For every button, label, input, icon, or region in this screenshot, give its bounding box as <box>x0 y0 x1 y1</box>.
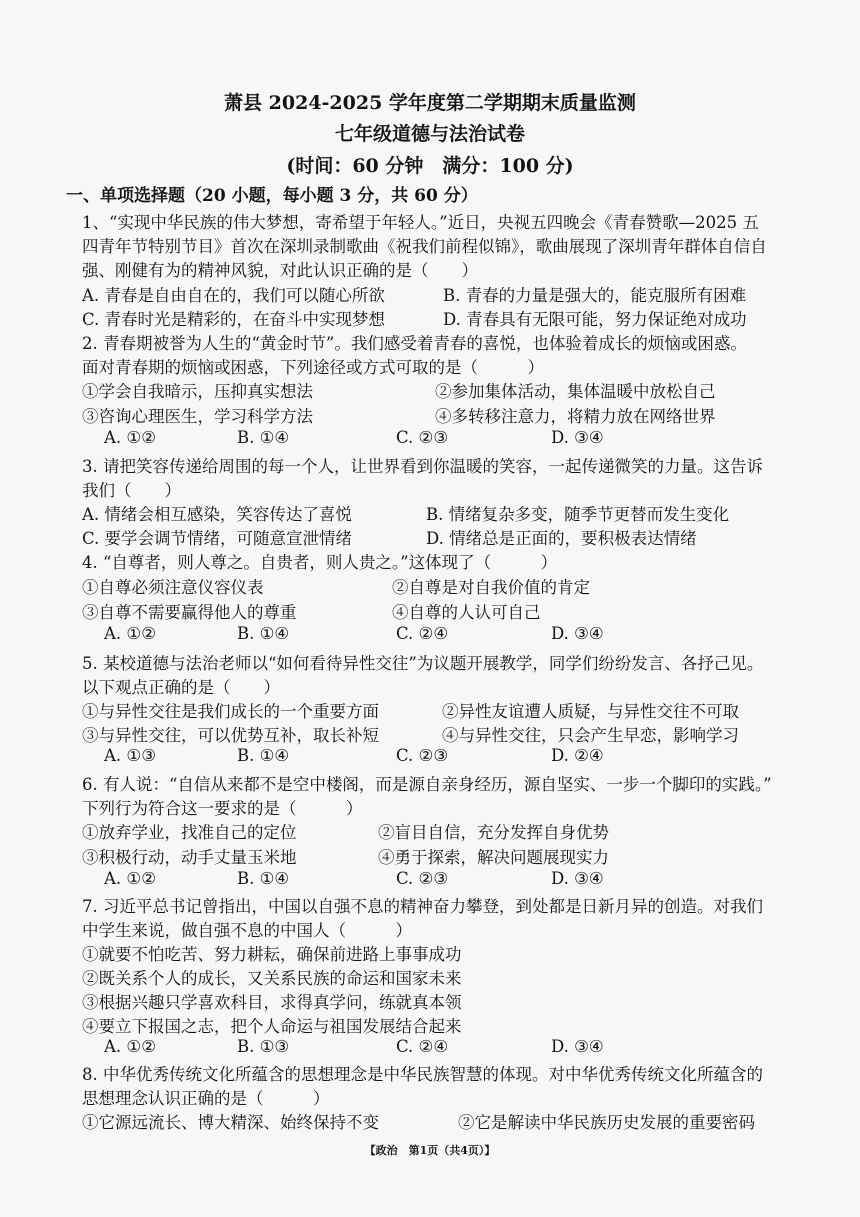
question-2-option-d: D. ③④ <box>551 428 604 447</box>
question-6-option-c: C. ②③ <box>396 869 449 888</box>
question-6-option-b: B. ①④ <box>237 869 290 888</box>
question-6-option-a: A. ①② <box>104 869 156 888</box>
question-6-statement-3: ③积极行动，动手丈量玉米地 <box>82 848 297 867</box>
question-1-option-b: B. 青春的力量是强大的，能克服所有困难 <box>443 286 747 305</box>
section-heading: 一、单项选择题（20 小题，每小题 3 分，共 60 分） <box>66 186 478 206</box>
question-4-option-c: C. ②④ <box>396 624 449 643</box>
question-1-option-a: A. 青春是自由自在的，我们可以随心所欲 <box>82 286 385 305</box>
question-3-option-b: B. 情绪复杂多变，随季节更替而发生变化 <box>426 505 730 524</box>
question-6-line-2: 下列行为符合这一要求的是（ ） <box>82 799 363 818</box>
question-3-option-c: C. 要学会调节情绪，可随意宣泄情绪 <box>82 529 353 548</box>
question-1-line-3: 强、刚健有为的精神风貌，对此认识正确的是（ ） <box>82 261 478 280</box>
question-4-statement-3: ③自尊不需要赢得他人的尊重 <box>82 603 297 622</box>
question-7-statement-4: ④要立下报国之志，把个人命运与祖国发展结合起来 <box>82 1017 462 1036</box>
question-7-option-a: A. ①② <box>104 1037 156 1056</box>
question-5-option-d: D. ②④ <box>551 746 604 765</box>
question-5-line-1: 5. 某校道德与法治老师以“如何看待异性交往”为议题开展教学，同学们纷纷发言、各抒己见。 <box>82 654 764 673</box>
question-4-option-b: B. ①④ <box>237 624 290 643</box>
question-3-option-d: D. 情绪总是正面的，要积极表达情绪 <box>426 529 697 548</box>
question-2-statement-2: ②参加集体活动，集体温暖中放松自己 <box>435 382 716 401</box>
question-5-statement-1: ①与异性交往是我们成长的一个重要方面 <box>82 702 379 721</box>
question-8-statement-2: ②它是解读中华民族历史发展的重要密码 <box>458 1113 755 1132</box>
question-4-line-1: 4. “自尊者，则人尊之。自贵者，则人贵之。”这体现了（ ） <box>82 553 558 572</box>
question-2-option-a: A. ①② <box>104 428 156 447</box>
question-2-option-c: C. ②③ <box>396 428 449 447</box>
question-2-statement-1: ①学会自我暗示，压抑真实想法 <box>82 382 313 401</box>
question-6-option-d: D. ③④ <box>551 869 604 888</box>
question-4-option-d: D. ③④ <box>551 624 604 643</box>
question-1-option-d: D. 青春具有无限可能，努力保证绝对成功 <box>443 310 747 329</box>
question-4-statement-1: ①自尊必须注意仪容仪表 <box>82 578 264 597</box>
question-2-statement-4: ④多转移注意力，将精力放在网络世界 <box>435 407 716 426</box>
question-2-option-b: B. ①④ <box>237 428 290 447</box>
question-2-line-1: 2. 青春期被誉为人生的“黄金时节”。我们感受着青春的喜悦，也体验着成长的烦恼或困惑。 <box>82 334 747 353</box>
question-5-statement-4: ④与异性交往，只会产生早恋，影响学习 <box>442 726 739 745</box>
question-5-line-2: 以下观点正确的是（ ） <box>82 678 280 697</box>
question-7-option-d: D. ③④ <box>551 1037 604 1056</box>
question-4-statement-2: ②自尊是对自我价值的肯定 <box>392 578 590 597</box>
exam-title: 萧县 2024-2025 学年度第二学期期末质量监测 <box>224 92 636 114</box>
question-3-line-1: 3. 请把笑容传递给周围的每一个人，让世界看到你温暖的笑容，一起传递微笑的力量。这告诉 <box>82 457 763 476</box>
exam-time-score: (时间：60 分钟 满分：100 分) <box>286 155 574 177</box>
question-7-option-c: C. ②④ <box>396 1037 449 1056</box>
question-3-option-a: A. 情绪会相互感染，笑容传达了喜悦 <box>82 505 352 524</box>
question-7-statement-2: ②既关系个人的成长，又关系民族的命运和国家未来 <box>82 969 462 988</box>
question-6-statement-1: ①放弃学业，找准自己的定位 <box>82 823 297 842</box>
question-8-line-1: 8. 中华优秀传统文化所蕴含的思想理念是中华民族智慧的体现。对中华优秀传统文化所蕴含的 <box>82 1065 763 1084</box>
question-1-option-c: C. 青春时光是精彩的，在奋斗中实现梦想 <box>82 310 386 329</box>
question-5-statement-3: ③与异性交往，可以优势互补，取长补短 <box>82 726 379 745</box>
question-5-option-c: C. ②③ <box>396 746 449 765</box>
question-7-option-b: B. ①③ <box>237 1037 290 1056</box>
question-6-statement-4: ④勇于探索，解决问题展现实力 <box>378 848 609 867</box>
question-3-line-2: 我们（ ） <box>82 481 181 500</box>
question-8-statement-1: ①它源远流长、博大精深、始终保持不变 <box>82 1113 379 1132</box>
question-7-line-2: 中学生来说，做自强不息的中国人（ ） <box>82 921 412 940</box>
question-5-option-a: A. ①③ <box>104 746 156 765</box>
question-2-statement-3: ③咨询心理医生，学习科学方法 <box>82 407 313 426</box>
question-5-option-b: B. ①④ <box>237 746 290 765</box>
question-7-statement-1: ①就要不怕吃苦、努力耕耘，确保前进路上事事成功 <box>82 945 462 964</box>
question-8-line-2: 思想理念认识正确的是（ ） <box>82 1089 330 1108</box>
question-6-statement-2: ②盲目自信，充分发挥自身优势 <box>378 823 609 842</box>
question-6-line-1: 6. 有人说：“自信从来都不是空中楼阁，而是源自亲身经历，源自坚实、一步一个脚印的实践。” <box>82 775 772 794</box>
question-4-statement-4: ④自尊的人认可自己 <box>392 603 541 622</box>
exam-subtitle: 七年级道德与法治试卷 <box>334 123 525 145</box>
question-1-line-2: 四青年节特别节目》首次在深圳录制歌曲《祝我们前程似锦》，歌曲展现了深圳青年群体自信自 <box>82 237 767 256</box>
question-5-statement-2: ②异性友谊遭人质疑，与异性交往不可取 <box>442 702 739 721</box>
question-2-line-2: 面对青春期的烦恼或困惑，下列途径或方式可取的是（ ） <box>82 358 544 377</box>
question-7-line-1: 7. 习近平总书记曾指出，中国以自强不息的精神奋力攀登，到处都是日新月异的创造。对我们 <box>82 897 763 916</box>
question-1-line-1: 1、“实现中华民族的伟大梦想，寄希望于年轻人。”近日，央视五四晚会《青春赞歌—2025 五 <box>82 213 759 232</box>
question-4-option-a: A. ①② <box>104 624 156 643</box>
page-footer: 【政治 第1页（共4页）】 <box>364 1144 496 1157</box>
question-7-statement-3: ③根据兴趣只学喜欢科目，求得真学问，练就真本领 <box>82 993 462 1012</box>
